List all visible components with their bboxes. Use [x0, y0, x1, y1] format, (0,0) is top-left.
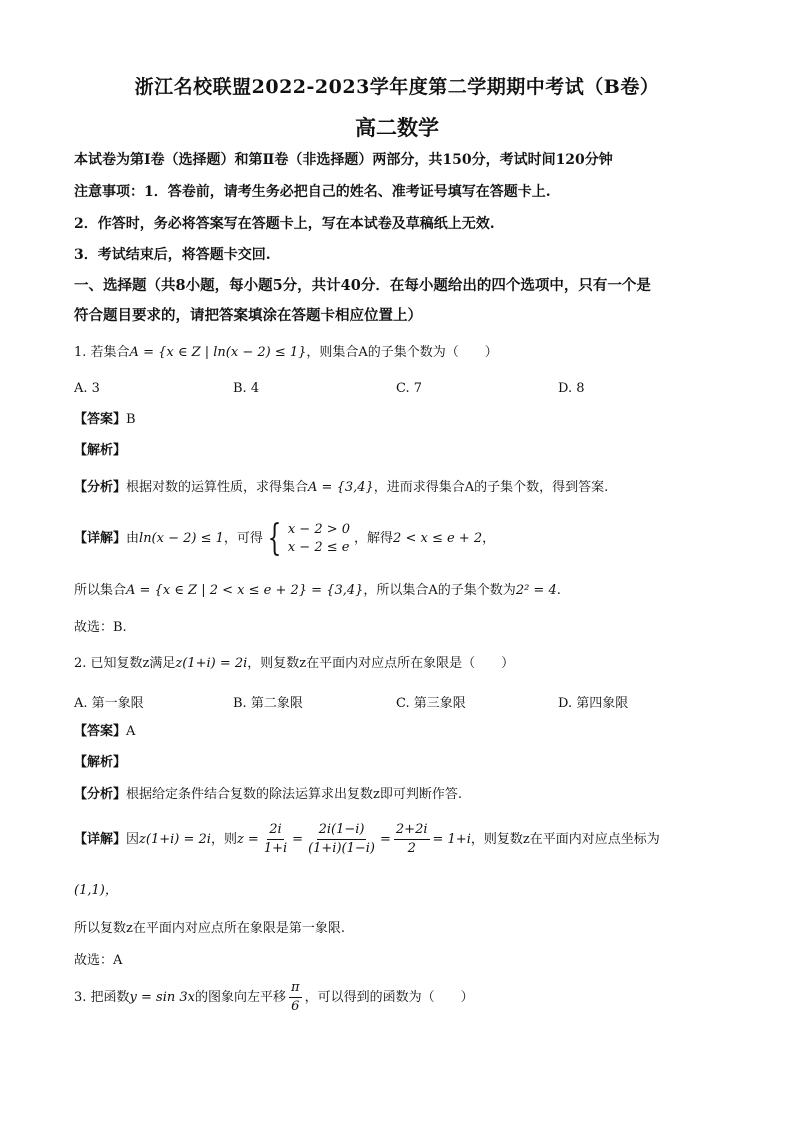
section1-heading-line1: 一、选择题（共8小题，每小题5分，共计40分．在每小题给出的四个选项中，只有一个是: [74, 277, 651, 294]
q2-option-b: B. 第二象限: [233, 696, 303, 711]
q2-choose: 故选：A: [74, 953, 123, 968]
intro-description: 本试卷为第Ⅰ卷（选择题）和第Ⅱ卷（非选择题）两部分，共150分，考试时间120分钟: [74, 152, 613, 168]
fraction-1: $\frac{2i}{1+i}$: [263, 822, 288, 856]
brace-symbol: {: [267, 518, 282, 559]
q1-set-expression: A = {x ∈ Z | ln(x − 2) ≤ 1}: [129, 345, 307, 360]
exam-title: 浙江名校联盟2022-2023学年度第二学期期中考试（B卷）: [134, 76, 660, 98]
subject-title: 高二数学: [355, 115, 439, 140]
note-1: 注意事项：1．答卷前，请考生务必把自己的姓名、准考证号填写在答题卡上.: [74, 184, 551, 200]
q1-detail: 【详解】 由 ln(x − 2) ≤ 1 ，可得 { x − 2 > 0 x − 2 ≤ e ，解得 2 < x ≤ e + 2 ，: [74, 518, 496, 559]
q2-option-c: C. 第三象限: [396, 696, 466, 711]
q1-analysis-tag: 【解析】: [74, 443, 127, 458]
q1-fenxi: 【分析】根据对数的运算性质，求得集合A = {3,4}，进而求得集合A的子集个数，得到答案.: [74, 480, 609, 495]
q2-coordinate: (1,1)，: [74, 883, 118, 898]
q2-fenxi: 【分析】根据给定条件结合复数的除法运算求出复数z即可判断作答.: [74, 787, 462, 802]
q2-conclusion: 所以复数z在平面内对应点所在象限是第一象限.: [74, 921, 345, 936]
q1-option-a: A. 3: [74, 381, 100, 396]
q1-so: 所以集合A = {x ∈ Z | 2 < x ≤ e + 2} = {3,4}，所以集合A的子集个数为2² = 4.: [74, 583, 561, 598]
q2-detail: 【详解】 因 z(1+i) = 2i ，则 z = $\frac{2i}{1+i}$ = $\frac{2i(1-i)}{(1+i)(1-i)}$ = $\frac{2+2i}{2}$ = 1+i ，则复数z在平面内对应点坐标为: [74, 822, 660, 856]
inequality-system: x − 2 > 0 x − 2 ≤ e: [287, 522, 351, 555]
q1-option-c: C. 7: [396, 381, 423, 396]
note-2: 2．作答时，务必将答案写在答题卡上，写在本试卷及草稿纸上无效.: [74, 216, 495, 232]
question-2: 2. 已知复数z满足z(1+i) = 2i，则复数z在平面内对应点所在象限是（ ）: [74, 656, 515, 671]
question-3: 3. 把函数 y = sin 3x 的图象向左平移 $\frac{\pi}{6}$ ，可以得到的函数为（ ）: [74, 980, 474, 1014]
q1-option-b: B. 4: [233, 381, 260, 396]
q2-option-d: D. 第四象限: [558, 696, 629, 711]
q1-choose: 故选：B.: [74, 620, 127, 635]
section1-heading-line2: 符合题目要求的，请把答案填涂在答题卡相应位置上）: [74, 307, 422, 324]
q2-analysis-tag: 【解析】: [74, 755, 127, 770]
q1-option-d: D. 8: [558, 381, 585, 396]
question-1: 1. 若集合A = {x ∈ Z | ln(x − 2) ≤ 1}，则集合A的子集个数为（ ）: [74, 345, 498, 360]
fraction-2: $\frac{2i(1-i)}{(1+i)(1-i)}$: [308, 822, 375, 856]
fraction-3: $\frac{2+2i}{2}$: [395, 822, 428, 856]
note-3: 3．考试结束后，将答题卡交回.: [74, 247, 271, 263]
shift-fraction: $\frac{\pi}{6}$: [291, 980, 300, 1014]
q1-answer: 【答案】B: [74, 412, 136, 427]
q2-answer: 【答案】A: [74, 724, 136, 739]
q2-option-a: A. 第一象限: [74, 696, 144, 711]
